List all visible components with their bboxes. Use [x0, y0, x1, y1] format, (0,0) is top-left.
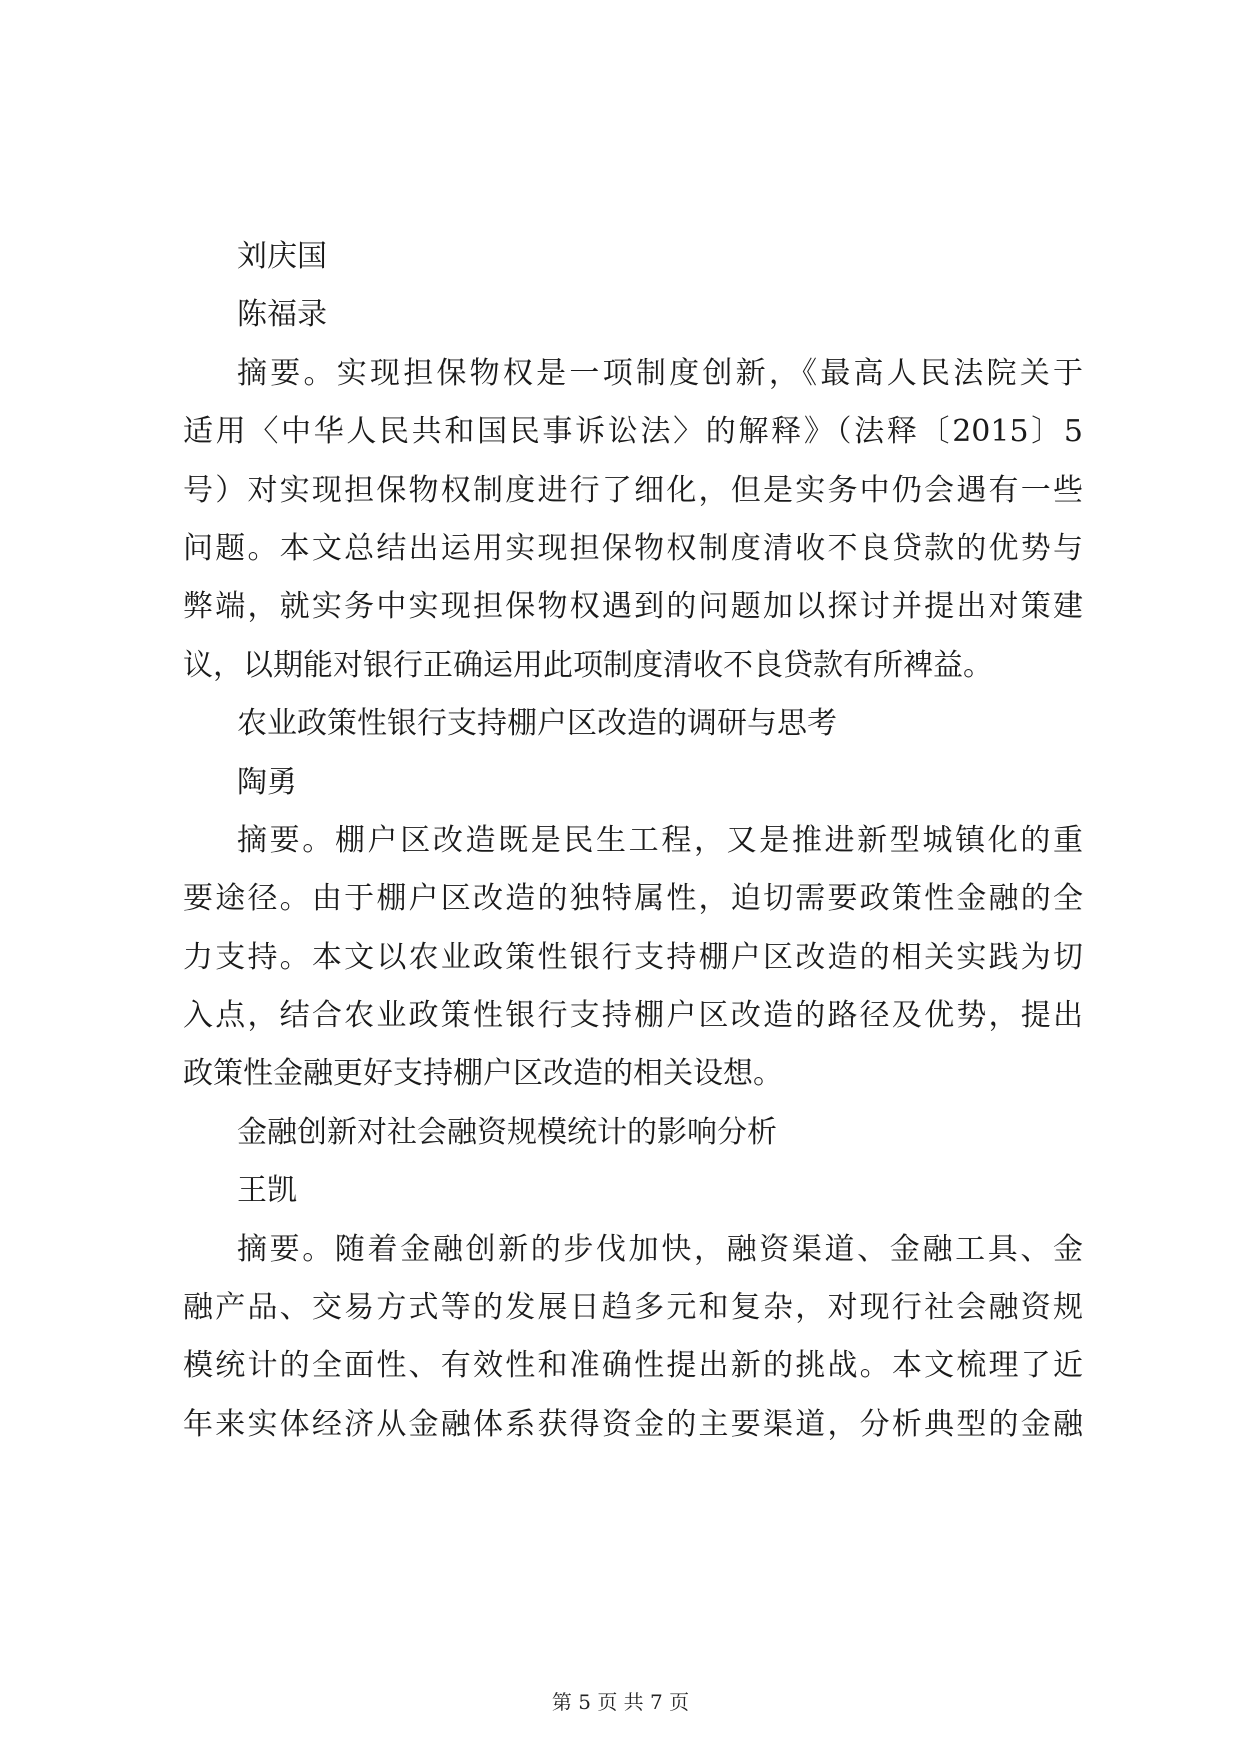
text-line: 年来实体经济从金融体系获得资金的主要渠道，分析典型的金融	[183, 1406, 1083, 1442]
text-line: 王凯	[237, 1173, 297, 1209]
text-line: 问题。本文总结出运用实现担保物权制度清收不良贷款的优势与	[183, 530, 1083, 566]
text-line: 议，以期能对银行正确运用此项制度清收不良贷款有所裨益。	[183, 647, 993, 683]
text-line: 适用〈中华人民共和国民事诉讼法〉的解释》（法释〔2015〕5	[183, 414, 1083, 450]
text-line: 陶勇	[237, 764, 297, 800]
text-line: 刘庆国	[237, 239, 327, 274]
text-line: 摘要。实现担保物权是一项制度创新，《最高人民法院关于	[237, 355, 1083, 391]
text-line: 力支持。本文以农业政策性银行支持棚户区改造的相关实践为切	[183, 939, 1083, 975]
text-line: 入点，结合农业政策性银行支持棚户区改造的路径及优势，提出	[183, 998, 1083, 1034]
text-line: 模统计的全面性、有效性和准确性提出新的挑战。本文梳理了近	[183, 1348, 1083, 1384]
text-line: 摘要。棚户区改造既是民生工程，又是推进新型城镇化的重	[237, 822, 1083, 858]
text-line: 融产品、交易方式等的发展日趋多元和复杂，对现行社会融资规	[183, 1290, 1083, 1326]
text-line: 要途径。由于棚户区改造的独特属性，迫切需要政策性金融的全	[183, 881, 1083, 917]
text-line: 陈福录	[237, 297, 327, 333]
text-line: 号）对实现担保物权制度进行了细化，但是实务中仍会遇有一些	[183, 472, 1083, 508]
text-line: 农业政策性银行支持棚户区改造的调研与思考	[237, 706, 837, 742]
text-line: 金融创新对社会融资规模统计的影响分析	[237, 1114, 777, 1150]
text-line: 摘要。随着金融创新的步伐加快，融资渠道、金融工具、金	[237, 1231, 1083, 1267]
text-line: 政策性金融更好支持棚户区改造的相关设想。	[183, 1056, 783, 1092]
page-footer: 第 5 页 共 7 页	[551, 1690, 690, 1714]
document-body	[183, 228, 1083, 1454]
text-line: 弊端，就实务中实现担保物权遇到的问题加以探讨并提出对策建	[183, 589, 1083, 625]
